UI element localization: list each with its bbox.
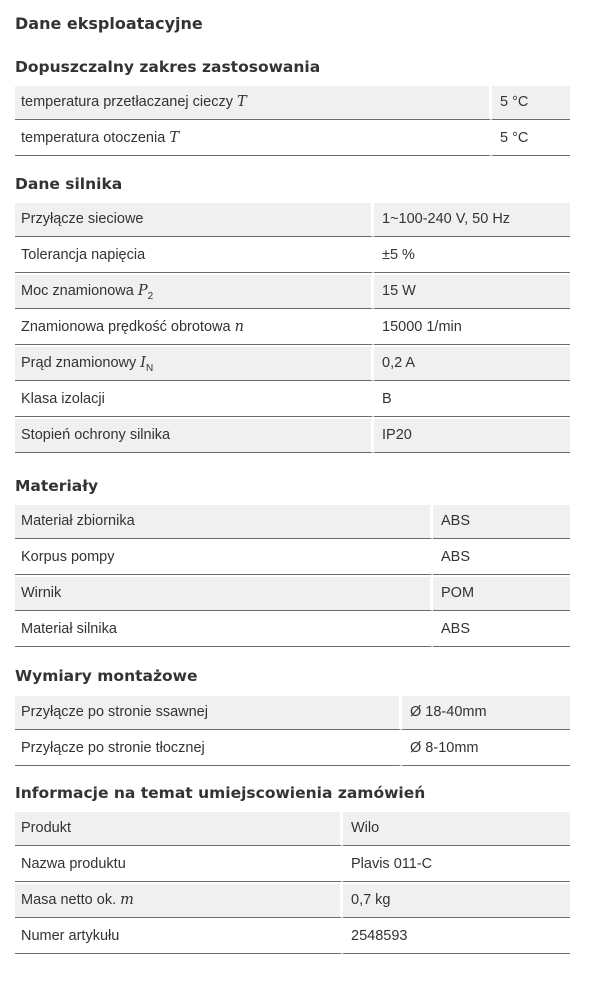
row-value: 15000 1/min — [374, 311, 570, 345]
table-row — [15, 505, 570, 539]
row-value: Wilo — [343, 812, 570, 846]
order-information-table — [15, 812, 570, 954]
row-label: temperatura przetłaczanej cieczy T — [15, 86, 492, 120]
application-range-table — [15, 86, 570, 156]
row-value: ABS — [433, 505, 570, 539]
row-label: temperatura otoczenia T — [15, 122, 492, 156]
table-row — [15, 577, 570, 611]
table-row — [15, 203, 570, 237]
table-row — [15, 347, 570, 381]
page-title: Dane eksploatacyjne — [15, 14, 203, 33]
table-row — [15, 613, 570, 647]
table-row — [15, 419, 570, 453]
row-label: Masa netto ok. m — [15, 884, 343, 918]
row-label: Znamionowa prędkość obrotowa n — [15, 311, 374, 345]
row-label: Numer artykułu — [15, 920, 343, 954]
row-label: Przyłącze po stronie tłocznej — [15, 732, 402, 766]
materials-table — [15, 505, 570, 647]
table-row — [15, 239, 570, 273]
table-row — [15, 732, 570, 766]
table-row — [15, 696, 570, 730]
row-label: Korpus pompy — [15, 541, 433, 575]
row-value: POM — [433, 577, 570, 611]
section-heading-mounting-dimensions: Wymiary montażowe — [15, 667, 198, 685]
row-value: 2548593 — [343, 920, 570, 954]
section-heading-application-range: Dopuszczalny zakres zastosowania — [15, 58, 321, 76]
table-row — [15, 920, 570, 954]
row-label: Prąd znamionowy $I_N$ — [15, 347, 374, 381]
section-heading-materials: Materiały — [15, 477, 99, 495]
row-label: Wirnik — [15, 577, 433, 611]
table-row — [15, 848, 570, 882]
row-value: 0,7 kg — [343, 884, 570, 918]
row-value: ABS — [433, 613, 570, 647]
row-label: Materiał silnika — [15, 613, 433, 647]
row-label: Moc znamionowa $P_2$ — [15, 275, 374, 309]
row-value: Plavis 011-C — [343, 848, 570, 882]
row-label: Produkt — [15, 812, 343, 846]
table-row — [15, 86, 570, 120]
row-label: Przyłącze sieciowe — [15, 203, 374, 237]
row-value: 5 °C — [492, 86, 570, 120]
table-row — [15, 311, 570, 345]
row-value: Ø 18-40mm — [402, 696, 570, 730]
motor-data-table — [15, 203, 570, 453]
row-value: 1~100-240 V, 50 Hz — [374, 203, 570, 237]
row-value: Ø 8-10mm — [402, 732, 570, 766]
row-value: 15 W — [374, 275, 570, 309]
table-row — [15, 383, 570, 417]
table-row — [15, 122, 570, 156]
table-row — [15, 275, 570, 309]
row-value: 0,2 A — [374, 347, 570, 381]
row-label: Nazwa produktu — [15, 848, 343, 882]
row-label: Stopień ochrony silnika — [15, 419, 374, 453]
row-value: 5 °C — [492, 122, 570, 156]
table-row — [15, 812, 570, 846]
section-heading-order-information: Informacje na temat umiejscowienia zamówień — [15, 784, 426, 802]
mounting-dimensions-table — [15, 696, 570, 766]
row-value: IP20 — [374, 419, 570, 453]
row-value: B — [374, 383, 570, 417]
table-row — [15, 884, 570, 918]
row-value: ABS — [433, 541, 570, 575]
row-label: Tolerancja napięcia — [15, 239, 374, 273]
table-row — [15, 541, 570, 575]
row-label: Klasa izolacji — [15, 383, 374, 417]
section-heading-motor-data: Dane silnika — [15, 175, 123, 193]
row-label: Materiał zbiornika — [15, 505, 433, 539]
row-label: Przyłącze po stronie ssawnej — [15, 696, 402, 730]
row-value: ±5 % — [374, 239, 570, 273]
